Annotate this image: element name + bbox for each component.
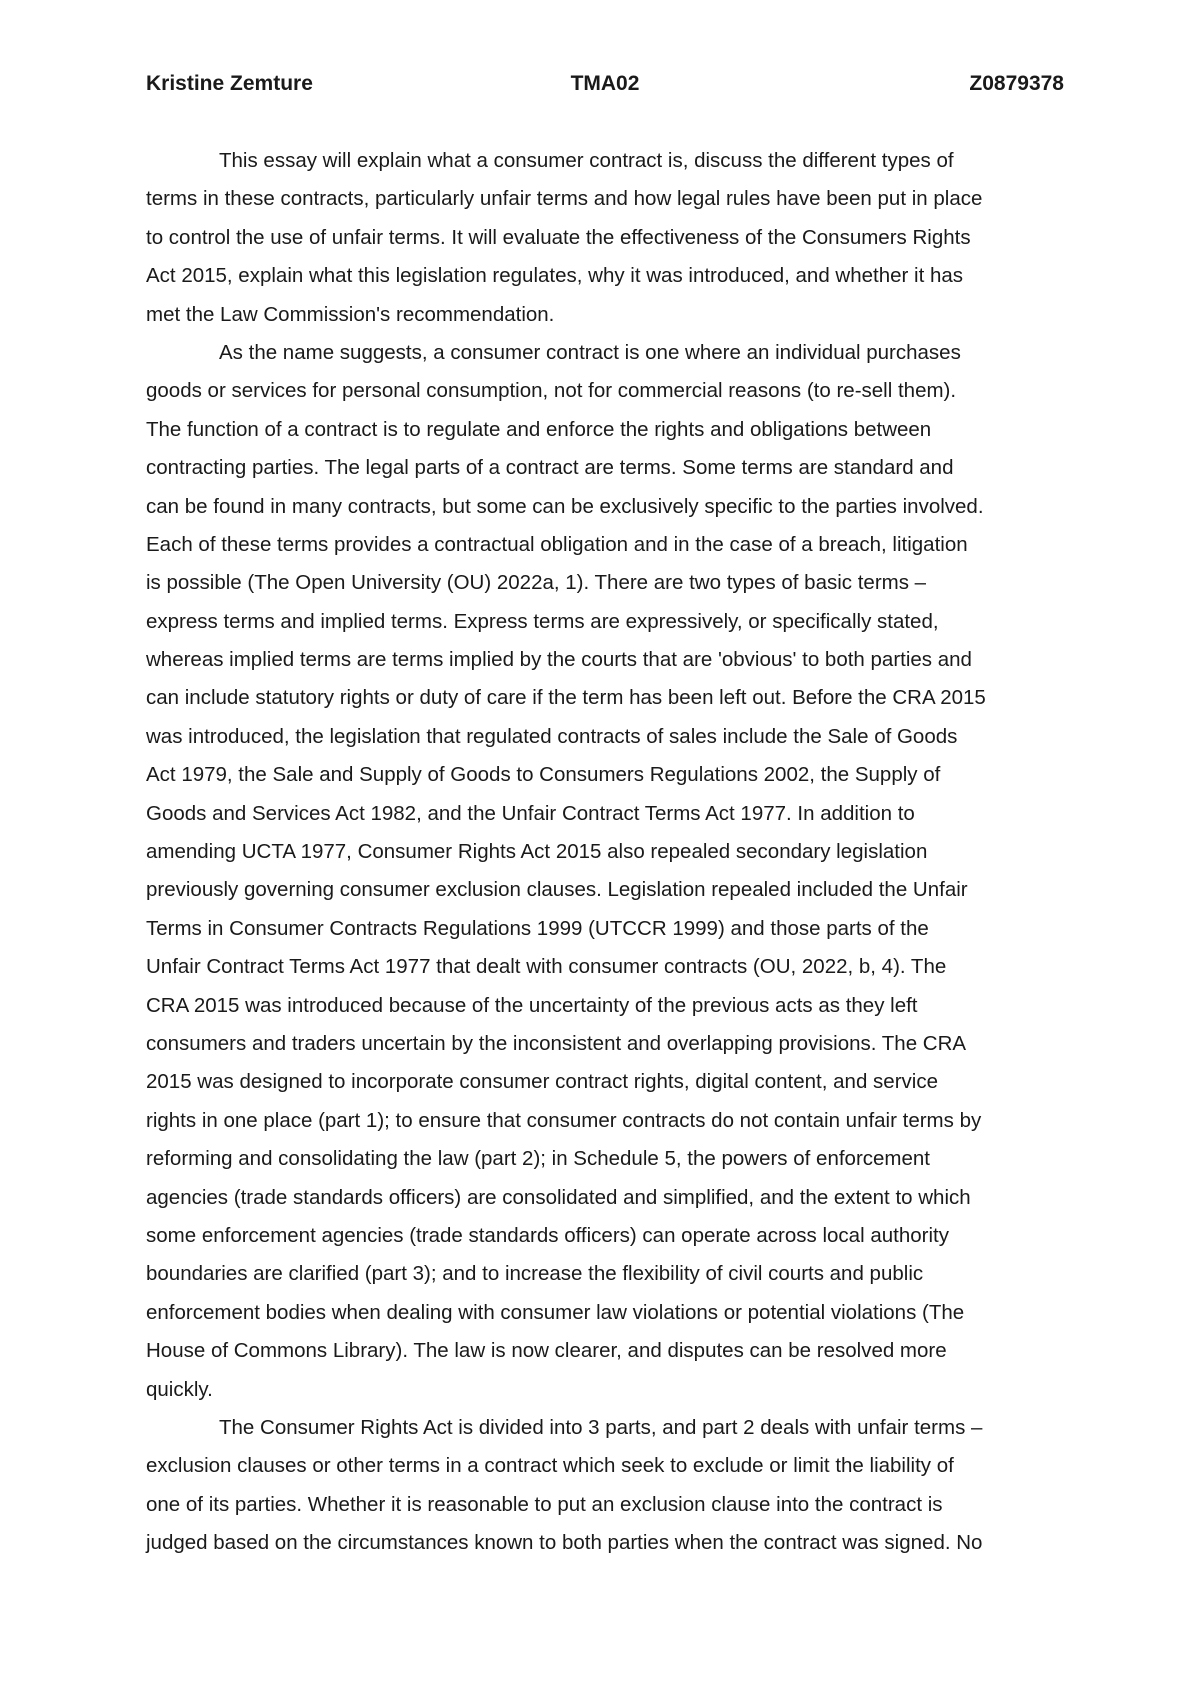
paragraph-line: Goods and Services Act 1982, and the Unfair Contract Terms Act 1977. In addition to xyxy=(146,801,915,825)
paragraph-line: 2015 was designed to incorporate consumer contract rights, digital content, and service xyxy=(146,1070,938,1094)
paragraph-line: The function of a contract is to regulate and enforce the rights and obligations between xyxy=(146,417,932,441)
paragraph-line: was introduced, the legislation that regulated contracts of sales include the Sale of Goods xyxy=(146,724,958,748)
paragraph-line: rights in one place (part 1); to ensure that consumer contracts do not contain unfair terms by xyxy=(146,1108,982,1132)
paragraph-line: exclusion clauses or other terms in a contract which seek to exclude or limit the liability of xyxy=(146,1454,954,1478)
paragraph-line: is possible (The Open University (OU) 2022a, 1). There are two types of basic terms – xyxy=(146,571,927,595)
paragraph-first-line: This essay will explain what a consumer contract is, discuss the different types of xyxy=(219,149,954,172)
paragraph-line: Unfair Contract Terms Act 1977 that dealt with consumer contracts (OU, 2022, b, 4). The xyxy=(146,955,947,979)
paragraph-line: express terms and implied terms. Express terms are expressively, or specifically stated, xyxy=(146,609,939,633)
paragraph-line: Act 1979, the Sale and Supply of Goods to Consumers Regulations 2002, the Supply of xyxy=(146,763,941,787)
paragraph-line: can include statutory rights or duty of care if the term has been left out. Before the CRA 2015 xyxy=(146,686,986,710)
essay-body xyxy=(146,142,1066,1562)
paragraph xyxy=(146,1409,1066,1563)
paragraph-first-line: The Consumer Rights Act is divided into 3 parts, and part 2 deals with unfair terms – xyxy=(219,1415,983,1439)
paragraph-line: can be found in many contracts, but some can be exclusively specific to the parties involved. xyxy=(146,494,984,518)
paragraph-line: to control the use of unfair terms. It will evaluate the effectiveness of the Consumers Rights xyxy=(146,225,971,249)
paragraph xyxy=(146,334,1066,1409)
paragraph-line: terms in these contracts, particularly unfair terms and how legal rules have been put in place xyxy=(146,187,983,211)
paragraph-line: Each of these terms provides a contractual obligation and in the case of a breach, litigation xyxy=(146,532,968,556)
paragraph-line: one of its parties. Whether it is reasonable to put an exclusion clause into the contract is xyxy=(146,1492,943,1516)
paragraph-line: met the Law Commission's recommendation. xyxy=(146,302,555,326)
paragraph-line: agencies (trade standards officers) are consolidated and simplified, and the extent to which xyxy=(146,1185,971,1209)
paragraph-line: judged based on the circumstances known to both parties when the contract was signed. No xyxy=(146,1531,983,1555)
paragraph-line: enforcement bodies when dealing with consumer law violations or potential violations (The xyxy=(146,1300,965,1324)
paragraph-line: House of Commons Library). The law is now clearer, and disputes can be resolved more xyxy=(146,1339,947,1363)
paragraph-line: previously governing consumer exclusion clauses. Legislation repealed included the Unfair xyxy=(146,878,968,902)
paragraph-line: boundaries are clarified (part 3); and to increase the flexibility of civil courts and public xyxy=(146,1262,924,1286)
student-id: Z0879378 xyxy=(969,72,1064,95)
paragraph-line: Terms in Consumer Contracts Regulations 1999 (UTCCR 1999) and those parts of the xyxy=(146,916,929,940)
paragraph-line: goods or services for personal consumption, not for commercial reasons (to re-sell them). xyxy=(146,379,957,403)
page-header xyxy=(146,72,1064,102)
paragraph-line: some enforcement agencies (trade standards officers) can operate across local authority xyxy=(146,1223,949,1247)
assignment-title: TMA02 xyxy=(570,72,640,95)
paragraph-line: amending UCTA 1977, Consumer Rights Act 2015 also repealed secondary legislation xyxy=(146,840,928,864)
paragraph xyxy=(146,142,1066,334)
paragraph-line: Act 2015, explain what this legislation regulates, why it was introduced, and whether it has xyxy=(146,264,964,288)
paragraph-line: whereas implied terms are terms implied by the courts that are 'obvious' to both parties and xyxy=(146,648,972,672)
paragraph-line: reforming and consolidating the law (part 2); in Schedule 5, the powers of enforcement xyxy=(146,1147,930,1171)
paragraph-line: CRA 2015 was introduced because of the uncertainty of the previous acts as they left xyxy=(146,993,918,1017)
paragraph-line: consumers and traders uncertain by the inconsistent and overlapping provisions. The CRA xyxy=(146,1031,967,1055)
paragraph-first-line: As the name suggests, a consumer contract is one where an individual purchases xyxy=(219,340,961,364)
paragraph-line: quickly. xyxy=(146,1377,213,1401)
paragraph-line: contracting parties. The legal parts of a contract are terms. Some terms are standard and xyxy=(146,456,954,480)
author-name: Kristine Zemture xyxy=(146,72,313,95)
